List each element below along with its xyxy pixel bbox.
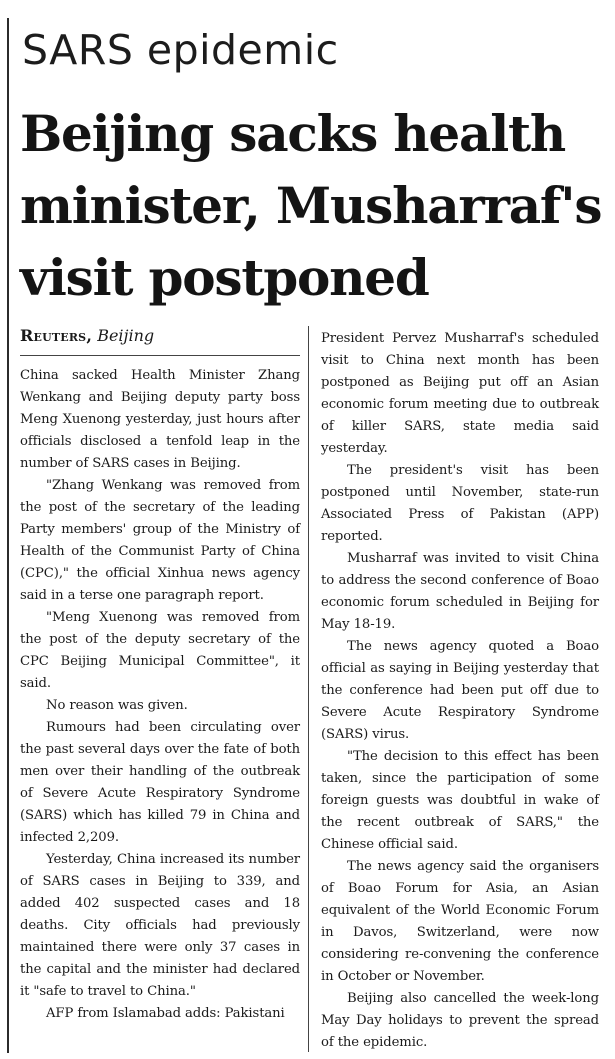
paragraph: "Zhang Wenkang was removed from the post of the secretary of the leading Party members' group of the Ministry of Health of the Communist Party of China (CPC)," the official Xinhua news agency said in a terse one paragraph report. (20, 478, 300, 603)
column-divider (308, 326, 309, 1052)
paragraph: President Pervez Musharraf's scheduled visit to China next month has been postponed as Beijing put off an Asian economic forum meeting due to outbreak of killer SARS, state media said yesterday. (321, 331, 599, 456)
section-kicker: SARS epidemic (22, 26, 339, 74)
paragraph: "Meng Xuenong was removed from the post of the deputy secretary of the CPC Beijing Municipal Committee", it said. (20, 610, 300, 691)
headline-line-2: minister, Musharraf's (20, 176, 602, 235)
paragraph: Yesterday, China increased its number of SARS cases in Beijing to 339, and added 402 suspected cases and 18 deaths. City officials had previously maintained there were only 37 cases in the capital and the minister had declared it "safe to travel to China." (20, 852, 300, 999)
left-column (20, 325, 300, 1025)
paragraph: Beijing also cancelled the week-long May Day holidays to prevent the spread of the epidemic. (321, 991, 599, 1050)
paragraph: China sacked Health Minister Zhang Wenkang and Beijing deputy party boss Meng Xuenong yesterday, just hours after officials disclosed a tenfold leap in the number of SARS cases in Beijing. (20, 368, 300, 471)
byline-agency: Reuters, (20, 326, 93, 345)
paragraph: The news agency quoted a Boao official as saying in Beijing yesterday that the conference had been put off due to Severe Acute Respiratory Syndrome (SARS) virus. (321, 639, 599, 742)
byline-location: Beijing (97, 326, 155, 345)
paragraph: AFP from Islamabad adds: Pakistani (46, 1006, 285, 1021)
paragraph: Musharraf was invited to visit China to address the second conference of Boao economic forum scheduled in Beijing for May 18-19. (321, 551, 599, 632)
headline-line-3: visit postponed (20, 248, 429, 307)
headline-line-1: Beijing sacks health (20, 104, 566, 163)
left-border-rule (7, 18, 9, 1053)
paragraph: "The decision to this effect has been taken, since the participation of some foreign guests was doubtful in wake of the recent outbreak of SARS," the Chinese official said. (321, 749, 599, 852)
byline (20, 325, 300, 347)
byline-rule (20, 355, 300, 356)
right-column (321, 328, 599, 1054)
headline (20, 98, 610, 314)
paragraph: No reason was given. (46, 698, 188, 713)
paragraph: Rumours had been circulating over the past several days over the fate of both men over their handling of the outbreak of Severe Acute Respiratory Syndrome (SARS) which has killed 79 in China and infected 2,209. (20, 720, 300, 845)
paragraph: The president's visit has been postponed until November, state-run Associated Press of Pakistan (APP) reported. (321, 463, 599, 544)
paragraph: The news agency said the organisers of Boao Forum for Asia, an Asian equivalent of the World Economic Forum in Davos, Switzerland, were now considering re-convening the conference in October or November. (321, 859, 599, 984)
